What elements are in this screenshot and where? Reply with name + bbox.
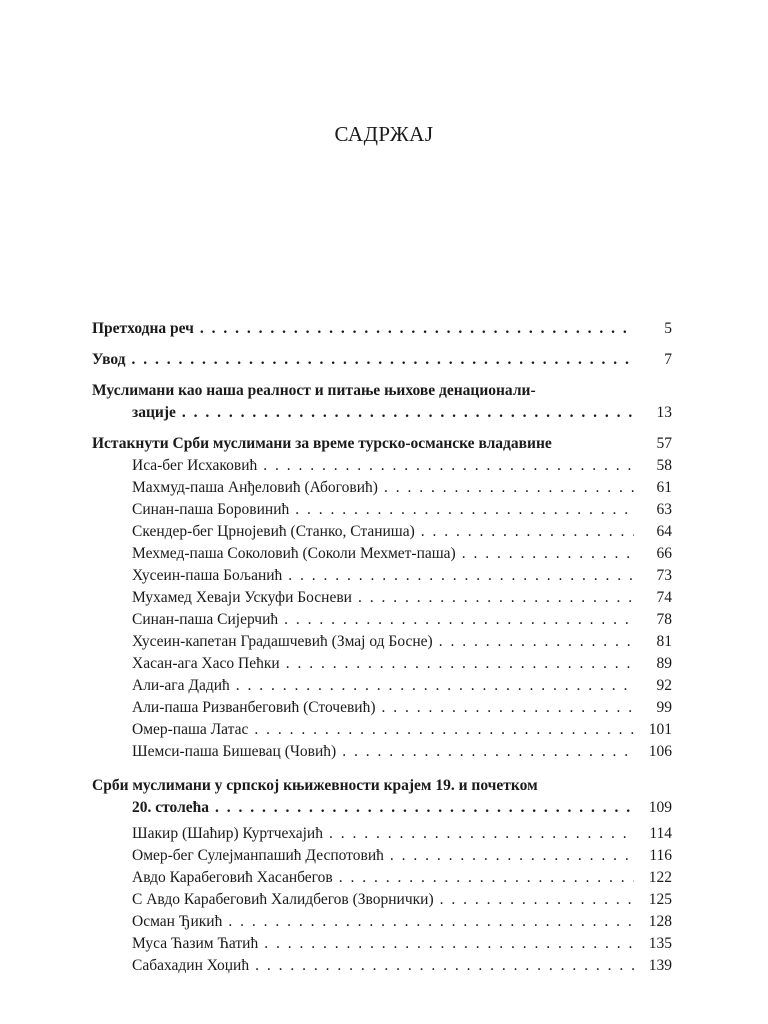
dot-leader xyxy=(421,521,634,543)
toc-subentry-page: 81 xyxy=(656,633,672,650)
toc-subentry-page: 78 xyxy=(656,611,672,628)
toc-subentry-title: Авдо Карабеговић Хасанбегов xyxy=(132,869,333,886)
toc-entry-part3[interactable] xyxy=(92,775,672,819)
toc-subentry-page: 92 xyxy=(656,677,672,694)
toc-subentry-title: Скендер-бег Црнојевић (Станко, Станиша) xyxy=(132,523,415,540)
toc-subentry-title: Мехмед-паша Соколовић (Соколи Мехмет-паша) xyxy=(132,545,456,562)
toc-subentry[interactable] xyxy=(132,587,672,609)
dot-leader xyxy=(255,955,634,977)
toc-entry-part1[interactable] xyxy=(92,380,672,424)
toc-entry-page: 13 xyxy=(656,404,672,421)
toc-subentry-page: 128 xyxy=(648,913,672,930)
toc-subentry[interactable] xyxy=(132,741,672,763)
toc-subentry[interactable] xyxy=(132,653,672,675)
toc-subentry-page: 122 xyxy=(648,869,672,886)
toc-subentry-page: 101 xyxy=(648,721,672,738)
toc-subentry[interactable] xyxy=(132,955,672,977)
dot-leader xyxy=(342,741,634,763)
toc-subentry[interactable] xyxy=(132,933,672,955)
dot-leader xyxy=(254,719,634,741)
toc-entry-page: 109 xyxy=(648,799,672,816)
toc-subentry-page: 116 xyxy=(649,847,672,864)
toc-subentry[interactable] xyxy=(132,455,672,477)
toc-subentry-title: Иса-бег Исхаковић xyxy=(132,457,258,474)
toc-subentry-page: 114 xyxy=(649,825,672,842)
dot-leader xyxy=(295,499,634,521)
dot-leader xyxy=(358,587,634,609)
dot-leader xyxy=(440,889,634,911)
toc-entry-intro[interactable] xyxy=(92,349,672,371)
toc-subentry-title: Хусеин-капетан Градашчевић (Змај од Босне) xyxy=(132,633,433,650)
toc-subentry-title: Хусеин-паша Бољанић xyxy=(132,567,283,584)
toc-subentry-title: Али-паша Ризванбеговић (Сточевић) xyxy=(132,699,376,716)
dot-leader xyxy=(288,565,634,587)
dot-leader xyxy=(200,318,634,340)
toc-entry-title-line1: Срби муслимани у српској књижевности крајем 19. и почетком xyxy=(92,777,538,794)
dot-leader xyxy=(132,349,634,371)
toc-part2-items xyxy=(92,455,672,763)
toc-entry-title-line1: Муслимани као наша реалност и питање њихове денационали- xyxy=(92,382,536,399)
toc-subentry[interactable] xyxy=(132,565,672,587)
toc-subentry[interactable] xyxy=(132,477,672,499)
toc-subentry-page: 135 xyxy=(648,935,672,952)
toc-subentry-page: 106 xyxy=(648,743,672,760)
toc-entry-title: Претходна реч xyxy=(92,320,194,337)
toc-entry-page: 7 xyxy=(664,351,672,368)
dot-leader xyxy=(264,933,634,955)
toc-subentry-title: Синан-паша Боровинић xyxy=(132,501,290,518)
toc-entry-page: 57 xyxy=(656,435,672,452)
dot-leader xyxy=(284,609,634,631)
dot-leader xyxy=(228,911,634,933)
toc-subentry[interactable] xyxy=(132,697,672,719)
toc-entry-part2[interactable] xyxy=(92,433,672,455)
toc-entry-title-line2: зације xyxy=(132,404,176,421)
toc-subentry[interactable] xyxy=(132,675,672,697)
dot-leader xyxy=(236,675,634,697)
toc-subentry-title: Осман Ђикић xyxy=(132,913,223,930)
toc-subentry-page: 89 xyxy=(656,655,672,672)
dot-leader xyxy=(263,455,634,477)
toc-subentry-page: 66 xyxy=(656,545,672,562)
toc-subentry-title: С Авдо Карабеговић Халидбегов (Зворнички) xyxy=(132,891,434,908)
dot-leader xyxy=(286,653,634,675)
toc-entry-page: 5 xyxy=(664,320,672,337)
dot-leader xyxy=(384,477,634,499)
toc-subentry-page: 139 xyxy=(648,957,672,974)
dot-leader xyxy=(215,797,634,819)
toc-entry-title-line2: 20. столећа xyxy=(132,799,210,816)
toc-subentry[interactable] xyxy=(132,631,672,653)
toc-subentry[interactable] xyxy=(132,889,672,911)
toc-entry-title: Истакнути Срби муслимани за време турско-османске владавине xyxy=(92,435,552,452)
toc-part3-items xyxy=(92,823,672,977)
toc-subentry[interactable] xyxy=(132,521,672,543)
toc-subentry-title: Шакир (Шаћир) Куртчехајић xyxy=(132,825,323,842)
toc-subentry-page: 74 xyxy=(656,589,672,606)
toc-subentry[interactable] xyxy=(132,609,672,631)
toc-entry-title: Увод xyxy=(92,351,126,368)
toc-subentry-title: Сабахадин Хоџић xyxy=(132,957,250,974)
dot-leader xyxy=(182,402,634,424)
toc-subentry-page: 125 xyxy=(648,891,672,908)
toc-subentry-title: Омер-бег Сулејманпашић Деспотовић xyxy=(132,847,384,864)
toc-subentry-title: Хасан-ага Хасо Пећки xyxy=(132,655,280,672)
toc-subentry[interactable] xyxy=(132,719,672,741)
toc-subentry[interactable] xyxy=(132,543,672,565)
toc-subentry-title: Шемси-паша Бишевац (Човић) xyxy=(132,743,337,760)
toc-subentry-title: Омер-паша Латас xyxy=(132,721,249,738)
toc-subentry-title: Али-ага Дадић xyxy=(132,677,230,694)
table-of-contents xyxy=(92,318,672,977)
dot-leader xyxy=(439,631,634,653)
dot-leader xyxy=(462,543,634,565)
toc-subentry-page: 63 xyxy=(656,501,672,518)
dot-leader xyxy=(382,697,634,719)
toc-subentry[interactable] xyxy=(132,911,672,933)
toc-entry-preface[interactable] xyxy=(92,318,672,340)
toc-subentry[interactable] xyxy=(132,867,672,889)
toc-subentry-page: 64 xyxy=(656,523,672,540)
toc-subentry-title: Муса Ћазим Ћатић xyxy=(132,935,259,952)
dot-leader xyxy=(339,867,634,889)
toc-subentry-page: 99 xyxy=(656,699,672,716)
dot-leader xyxy=(329,823,634,845)
dot-leader xyxy=(390,845,634,867)
toc-subentry-title: Махмуд-паша Анђеловић (Абоговић) xyxy=(132,479,378,496)
toc-subentry-title: Мухамед Хеваји Ускуфи Босневи xyxy=(132,589,352,606)
toc-subentry-page: 73 xyxy=(656,567,672,584)
toc-subentry[interactable] xyxy=(132,845,672,867)
toc-subentry-page: 61 xyxy=(656,479,672,496)
toc-subentry-page: 58 xyxy=(656,457,672,474)
toc-subentry[interactable] xyxy=(132,499,672,521)
toc-subentry-title: Синан-паша Сијерчић xyxy=(132,611,279,628)
page-title: САДРЖАЈ xyxy=(334,122,434,146)
toc-subentry[interactable] xyxy=(132,823,672,845)
